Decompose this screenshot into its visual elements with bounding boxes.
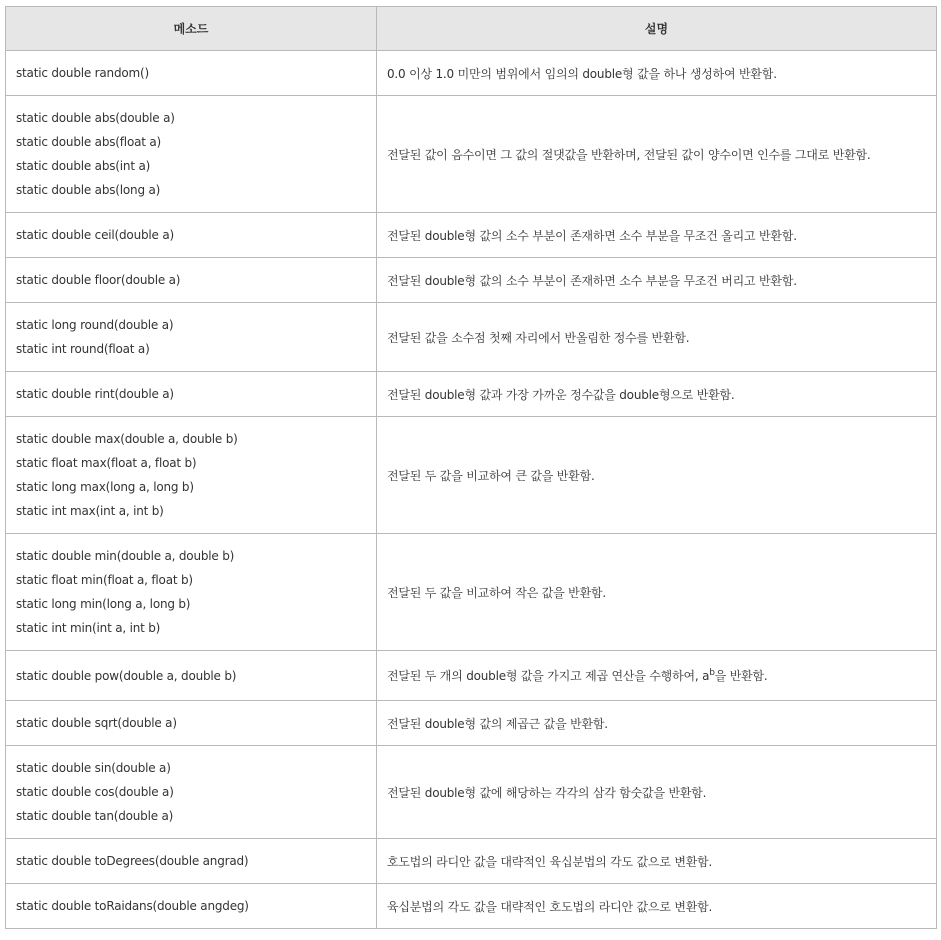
method-signature: static double max(double a, double b)	[16, 432, 238, 446]
description-cell: 전달된 두 값을 비교하여 큰 값을 반환함.	[377, 417, 937, 534]
description-cell: 전달된 double형 값의 제곱근 값을 반환함.	[377, 701, 937, 746]
method-cell	[6, 213, 377, 258]
description-cell: 전달된 double형 값과 가장 가까운 정수값을 double형으로 반환함.	[377, 372, 937, 417]
method-signature: static float min(float a, float b)	[16, 573, 193, 587]
table-row	[6, 884, 937, 929]
table-row	[6, 839, 937, 884]
method-signature: static double cos(double a)	[16, 785, 174, 799]
method-signature: static double random()	[16, 66, 149, 80]
table-row	[6, 701, 937, 746]
table-row	[6, 213, 937, 258]
method-signature: static double sqrt(double a)	[16, 716, 177, 730]
exponent-b: b	[709, 668, 715, 678]
method-signature: static long round(double a)	[16, 318, 174, 332]
method-signature: static double abs(int a)	[16, 159, 151, 173]
description-cell: 전달된 값을 소수점 첫째 자리에서 반올림한 정수를 반환함.	[377, 303, 937, 372]
description-cell: 전달된 double형 값에 해당하는 각각의 삼각 함숫값을 반환함.	[377, 746, 937, 839]
method-signature: static double toRaidans(double angdeg)	[16, 899, 249, 913]
header-description: 설명	[377, 7, 937, 51]
math-methods-table	[5, 6, 937, 929]
description-text: 전달된 두 개의 double형 값을 가지고 제곱 연산을 수행하여, a	[387, 669, 710, 683]
method-signature: static double rint(double a)	[16, 387, 174, 401]
table-row	[6, 651, 937, 701]
description-cell: 호도법의 라디안 값을 대략적인 육십분법의 각도 값으로 변환함.	[377, 839, 937, 884]
description-cell: 육십분법의 각도 값을 대략적인 호도법의 라디안 값으로 변환함.	[377, 884, 937, 929]
method-cell	[6, 884, 377, 929]
table-row	[6, 51, 937, 96]
method-signature: static long min(long a, long b)	[16, 597, 191, 611]
description-text-end: 을 반환함.	[714, 669, 768, 683]
table-row	[6, 746, 937, 839]
table-row	[6, 417, 937, 534]
description-cell	[377, 651, 937, 701]
method-signature: static int max(int a, int b)	[16, 504, 164, 518]
method-cell	[6, 96, 377, 213]
method-cell	[6, 258, 377, 303]
method-signature: static double abs(long a)	[16, 183, 161, 197]
method-signature: static double tan(double a)	[16, 809, 174, 823]
method-signature: static double abs(double a)	[16, 111, 175, 125]
table-row	[6, 258, 937, 303]
method-signature: static int min(int a, int b)	[16, 621, 161, 635]
method-cell	[6, 51, 377, 96]
method-signature: static double abs(float a)	[16, 135, 161, 149]
table-row	[6, 303, 937, 372]
table-row	[6, 534, 937, 651]
methods-table-container	[5, 6, 936, 929]
description-cell: 전달된 두 값을 비교하여 작은 값을 반환함.	[377, 534, 937, 651]
method-cell	[6, 701, 377, 746]
method-cell	[6, 651, 377, 701]
method-signature: static float max(float a, float b)	[16, 456, 197, 470]
header-method: 메소드	[6, 7, 377, 51]
method-cell	[6, 746, 377, 839]
method-cell	[6, 417, 377, 534]
table-row	[6, 372, 937, 417]
description-cell: 전달된 double형 값의 소수 부분이 존재하면 소수 부분을 무조건 올리고 반환함.	[377, 213, 937, 258]
description-cell: 0.0 이상 1.0 미만의 범위에서 임의의 double형 값을 하나 생성하여 반환함.	[377, 51, 937, 96]
method-signature: static double toDegrees(double angrad)	[16, 854, 249, 868]
method-cell	[6, 372, 377, 417]
method-signature: static double ceil(double a)	[16, 228, 174, 242]
method-signature: static double sin(double a)	[16, 761, 171, 775]
method-signature: static double pow(double a, double b)	[16, 668, 237, 683]
table-header-row	[6, 7, 937, 51]
description-cell: 전달된 값이 음수이면 그 값의 절댓값을 반환하며, 전달된 값이 양수이면 인수를 그대로 반환함.	[377, 96, 937, 213]
method-cell	[6, 303, 377, 372]
description-cell: 전달된 double형 값의 소수 부분이 존재하면 소수 부분을 무조건 버리고 반환함.	[377, 258, 937, 303]
method-signature: static double min(double a, double b)	[16, 549, 235, 563]
method-signature: static int round(float a)	[16, 342, 150, 356]
method-cell	[6, 839, 377, 884]
method-signature: static long max(long a, long b)	[16, 480, 194, 494]
method-cell	[6, 534, 377, 651]
method-signature: static double floor(double a)	[16, 273, 181, 287]
table-row	[6, 96, 937, 213]
